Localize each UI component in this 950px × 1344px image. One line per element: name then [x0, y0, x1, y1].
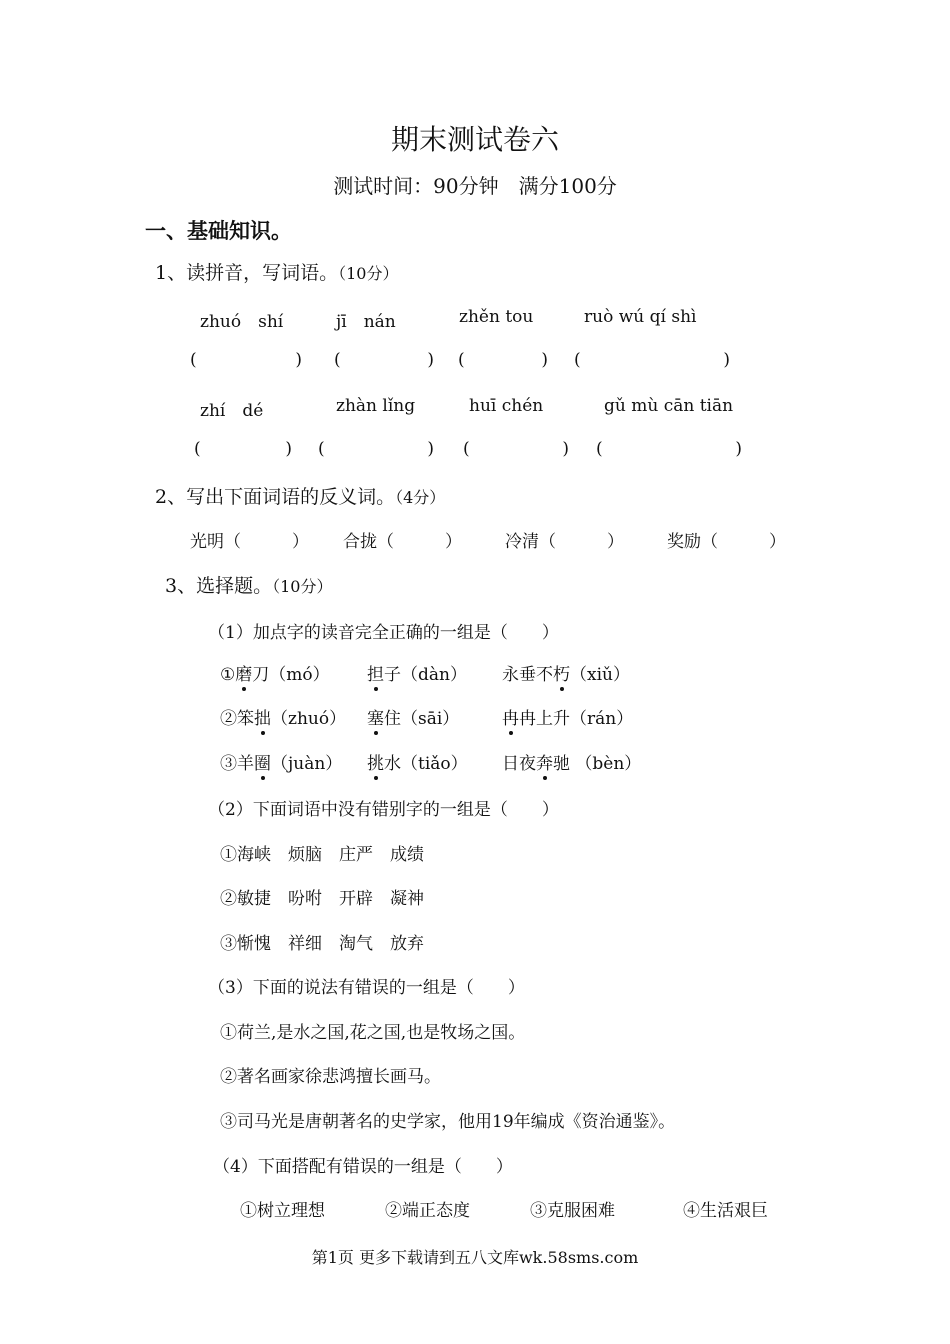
option-row[interactable]: ③羊圈（juàn）	[220, 749, 342, 774]
antonym-item[interactable]: 光明（ ）	[190, 532, 309, 552]
pinyin-text: ruò wú qí shì	[584, 307, 697, 327]
question-points: （10分）	[338, 264, 399, 283]
option-item[interactable]: ③克服困难	[530, 1201, 615, 1221]
dotted-char: 冉	[502, 704, 519, 729]
option-row[interactable]: ②著名画家徐悲鸿擅长画马。	[220, 1067, 441, 1087]
dotted-char: 圈	[254, 749, 271, 774]
option-item: 日夜奔驰 （bèn）	[502, 749, 641, 774]
question-label: 2、写出下面词语的反义词。	[155, 486, 396, 508]
dotted-char: 担	[367, 660, 384, 685]
pinyin-text: zhuó shí	[200, 312, 284, 332]
pinyin-text: zhí dé	[200, 401, 264, 421]
option-item[interactable]: ①树立理想	[240, 1201, 325, 1221]
page-footer: 第1页 更多下载请到五八文库wk.58sms.com	[311, 1248, 639, 1267]
option-item: 永垂不朽（xiǔ）	[502, 660, 630, 685]
option-item: 担子（dàn）	[367, 660, 467, 685]
dotted-char: 磨	[235, 660, 252, 685]
option-item: 挑水（tiǎo）	[367, 749, 468, 774]
sub-question-2: （2）下面词语中没有错别字的一组是（ ）	[208, 800, 559, 820]
option-item[interactable]: ②端正态度	[385, 1201, 470, 1221]
dotted-char: 拙	[254, 704, 271, 729]
sub-question-1: （1）加点字的读音完全正确的一组是（ ）	[208, 623, 559, 643]
question-label: 1、读拼音，写词语。	[155, 262, 339, 284]
page-title: 期末测试卷六	[390, 123, 559, 156]
antonym-item[interactable]: 合拢（ ）	[343, 532, 462, 552]
exam-info: 测试时间：90分钟 满分100分	[333, 174, 617, 198]
antonym-item[interactable]: 冷清（ ）	[505, 532, 624, 552]
option-row[interactable]: ①荷兰,是水之国,花之国,也是牧场之国。	[220, 1023, 526, 1043]
option-item: 冉冉上升（rán）	[502, 704, 633, 729]
pinyin-text: jī nán	[336, 312, 396, 332]
sub-question-3: （3）下面的说法有错误的一组是（ ）	[208, 978, 525, 998]
option-row[interactable]: ①磨刀（mó）	[220, 660, 330, 685]
dotted-char: 奔	[536, 749, 553, 774]
option-item: 塞住（sāi）	[367, 704, 459, 729]
option-item[interactable]: ④生活艰巨	[683, 1201, 768, 1221]
sub-question-4: （4）下面搭配有错误的一组是（ ）	[213, 1157, 513, 1177]
option-row[interactable]: ①海峡 烦脑 庄严 成绩	[220, 845, 424, 865]
question-points: （4分）	[395, 488, 446, 507]
pinyin-text: gǔ mù cān tiān	[604, 396, 734, 416]
option-row[interactable]: ②敏捷 吩咐 开辟 凝神	[220, 889, 424, 909]
dotted-char: 挑	[367, 749, 384, 774]
antonym-item[interactable]: 奖励（ ）	[667, 532, 786, 552]
dotted-char: 塞	[367, 704, 384, 729]
question-label: 3、选择题。	[165, 575, 273, 597]
pinyin-text: zhàn lǐng	[336, 396, 416, 416]
option-row[interactable]: ③司马光是唐朝著名的史学家，他用19年编成《资治通鉴》。	[220, 1112, 676, 1132]
question-points: （10分）	[272, 577, 333, 596]
dotted-char: 朽	[553, 660, 570, 685]
question-3	[165, 571, 332, 598]
question-1	[155, 258, 398, 285]
pinyin-text: zhěn tou	[459, 307, 534, 327]
question-2	[155, 482, 445, 509]
section-heading: 一、基础知识。	[145, 219, 292, 243]
option-row[interactable]: ②笨拙（zhuó）	[220, 704, 346, 729]
option-row[interactable]: ③惭愧 祥细 淘气 放弃	[220, 934, 424, 954]
pinyin-text: huī chén	[469, 396, 544, 416]
